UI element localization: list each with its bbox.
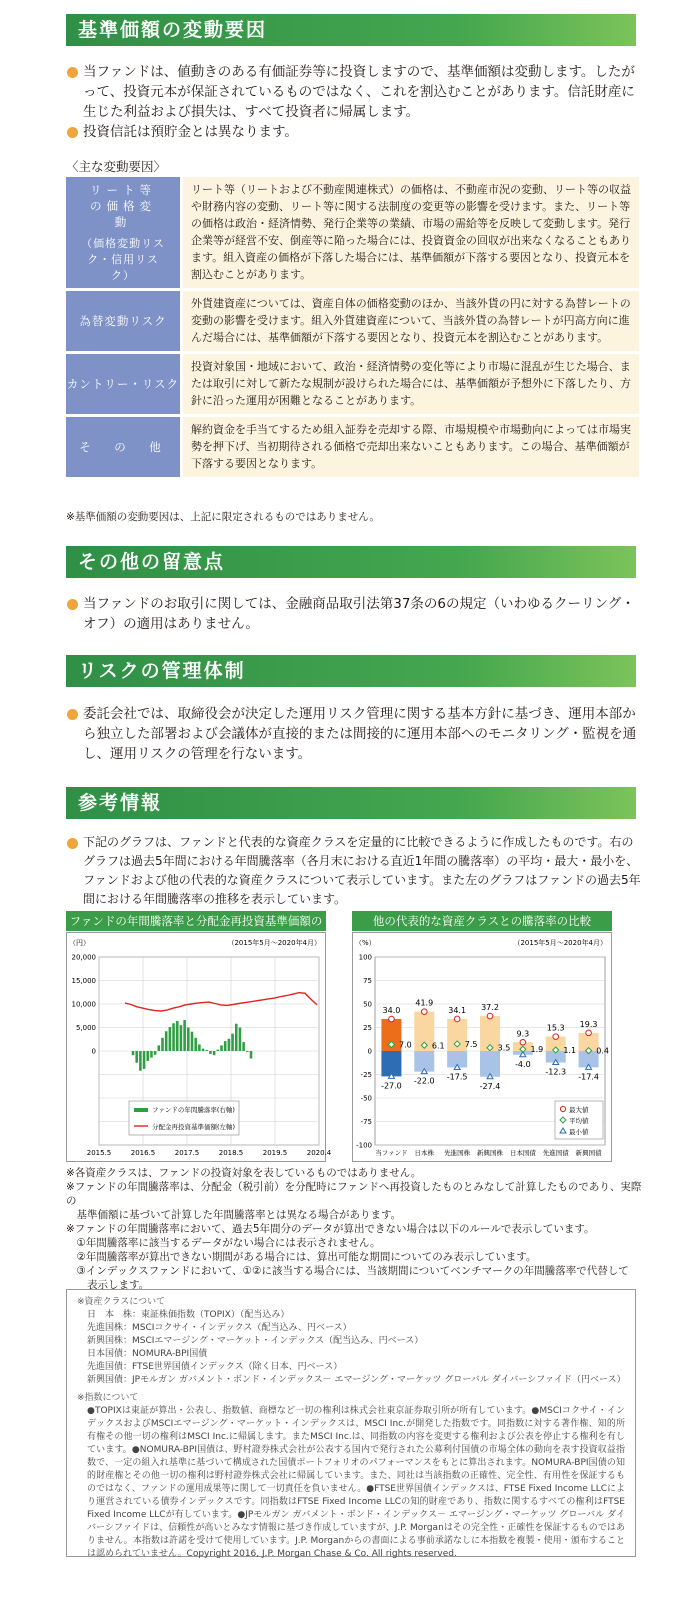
x-tick-label: 2016.5 [130,1149,156,1157]
return-bar [213,1051,216,1055]
factor-row [66,177,639,288]
y-tick-label: -100 [356,1141,372,1150]
bullet-item: 委託会社では、取締役会が決定した運用リスク管理に関する基本方針に基づき、運用本部から独立した部署および会議体が直接的または間接的に運用本部へのモニタリング・監視を通し、運用リスクの管理を行ないます。 [66,704,641,764]
y-tick-label: 0 [91,1047,96,1056]
max-value-label: 9.3 [516,1029,530,1039]
legend-label: 最小値 [569,1128,589,1136]
y-tick-label: 5,000 [75,1024,96,1032]
note-line: 基準価額に基づいて計算した年間騰落率とは異なる場合があります。 [66,1209,402,1221]
legend-label: 平均値 [569,1117,589,1125]
factor-name: そ の 他 [66,417,180,477]
chart-period: （2015年5月～2020年4月） [227,939,321,947]
category-label: 日本株 [414,1149,435,1157]
factor-description: リート等（リートおよび不動産関連株式）の価格は、不動産市況の変動、リート等の収益や財務内容の変動、リート等に関する法制度の変更等の影響を受けます。また、リート等の価格は政治・経済情勢、発行企業等の業績、市場の需給等を反映して変動します。発行企業等が経営不安、倒産等に陥った場合には、投資資金の回収が出来なくなることもあります。組入資産の価格が下落した場合には、基準価額が下落する要因となり、投資元本を割込むことがあります。 [183,177,639,288]
return-bar [161,1038,164,1051]
category-label: 日本国債 [509,1149,536,1157]
fluctuation-bullets [66,62,641,142]
return-bar [143,1051,146,1069]
asset-class-line: 新興国株：MSCIエマージング・マーケット・インデックス（配当込み、円ベース） [87,1336,424,1346]
factor-description: 投資対象国・地域において、政治・経済情勢の変化等により市場に混乱が生じた場合、または取引に対して新たな規制が設けられた場合には、基準価額が予想外に下落したり、方針に沿った運用が困難となることがあります。 [183,354,639,414]
return-bar [224,1041,227,1051]
note-line: ※ファンドの年間騰落率において、過去5年間分のデータが算出できない場合は以下のルールで表示しています。 [66,1223,595,1235]
x-tick-label: 2020.4 [306,1149,332,1157]
x-tick-label: 2018.5 [218,1149,244,1157]
disclaimer-heading: ※資産クラスについて [77,1297,166,1307]
return-bar [187,1028,190,1052]
category-label: 新興国株 [477,1149,503,1157]
legend-label: ファンドの年間騰落率(右軸) [152,1106,235,1114]
return-bar [165,1031,168,1051]
right-chart [353,933,611,1161]
right-chart-panel [352,932,612,1162]
return-bar [205,1050,208,1051]
return-bar [250,1051,253,1059]
return-bar [183,1020,186,1051]
max-marker [421,1009,427,1015]
factor-row [66,417,639,477]
factor-row [66,354,639,414]
category-label: 先進国債 [542,1149,569,1157]
min-value-label: -27.4 [479,1081,501,1091]
min-value-label: -4.0 [515,1059,531,1069]
x-tick-label: 2019.5 [262,1149,288,1157]
return-bar [194,1038,197,1051]
y-tick-label: 75 [363,977,372,985]
index-disclaimer-text: ●TOPIXは東証が算出・公表し、指数値、商標など一切の権利は株式会社東京証券取引所が所有しています。●MSCIコクサイ・インデックスおよびMSCIエマージング・マーケット・インデックスは、MSCI Inc.が開発した指数です。同指数に対する著作権、知的所有権その他一切の権利はMSCI Inc.に帰属します。またMSCI Inc.は、同指数の内容を変更する権利および公表を停止する権利を有しています。●NOMURA-BPI国債は、野村證券株式会社が公表する国内で発行された公募利付国債の市場全体の動向を表す投資収益指数で、一定の組入れ基準に基づいて構成された国債ポートフォリオのパフォーマンスをもとに算出されます。NOMURA-BPI国債の知的財産権とその他一切の権利は野村證券株式会社に帰属しています。また、同社は当該指数の正確性、完全性、有用性を保証するものではなく、ファンドの運用成果等に関して一切責任を負いません。●FTSE世界国債インデックスは、FTSE Fixed Income LLCにより運営されている債券インデックスです。同指数はFTSE Fixed Income LLCの知的財産であり、指数に関するすべての権利はFTSE Fixed Income LLCが有しています。●JPモルガン ガバメント・ボンド・インデックス－ エマージング・マーケッツ グローバル ダイバーシファイドは、信頼性が高いとみなす情報に基づき作成していますが、J.P. Morganはその完全性・正確性を保証するものではありません。本指数は許諾を受けて使用しています。J.P. Morganからの書面による事前承諾なしに本指数を複製・使用・頒布することは認められていません。Copyright 2016, J.P. Morgan Chase & Co. All rights reserved. [87,1406,625,1559]
x-tick-label: 2017.5 [174,1149,200,1157]
min-value-label: -12.3 [545,1067,567,1077]
disclaimer-heading: ※指数について [77,1393,139,1403]
min-value-label: -22.0 [413,1076,435,1086]
chart-notes [66,1166,646,1292]
max-value-label: 34.0 [382,1006,401,1016]
left-axis-unit: （%） [355,939,376,947]
max-value-label: 19.3 [579,1019,598,1029]
asset-class-line: 日本国債：NOMURA-BPI国債 [87,1349,208,1359]
return-bar [228,1039,231,1051]
chart-period: （2015年5月～2020年4月） [513,939,607,947]
avg-value-label: 3.5 [497,1043,511,1053]
y-tick-label: 25 [363,1024,372,1032]
factor-name: 為替変動リスク [66,291,180,351]
return-bar [209,1051,212,1054]
bullet-item: 投資信託は預貯金とは異なります。 [66,122,641,142]
return-bar [158,1045,161,1051]
left-chart [67,933,332,1161]
y-tick-label: -75 [360,1118,372,1126]
return-bar [180,1025,183,1051]
y-tick-label: -50 [360,1094,372,1103]
return-bar [132,1051,135,1055]
legend-max-marker [560,1106,565,1111]
avg-value-label: 1.1 [563,1045,577,1055]
return-bar [135,1051,138,1063]
nav-line [125,993,317,1011]
return-bar [172,1023,175,1051]
category-label: 当ファンド [375,1149,408,1157]
return-bar [239,1028,242,1052]
legend-swatch-bar [134,1108,148,1112]
return-bar [169,1027,172,1051]
avg-value-label: 0.4 [596,1046,609,1056]
return-bar [246,1051,249,1052]
note-line: ③インデックスファンドにおいて、①②に該当する場合には、当該期間についてベンチマークの年間騰落率で代替して [66,1265,629,1277]
bullet-item: 下記のグラフは、ファンドと代表的な資産クラスを定量的に比較できるように作成したものです。右のグラフは過去5年間における年間騰落率（各月末における直近1年間の騰落率）の平均・最大・最小を、ファンドおよび他の代表的な資産クラスについて表示しています。また左のグラフはファンドの過去5年間における年間騰落率の推移を表示しています。 [66,833,641,909]
return-bar [220,1045,223,1051]
left-chart-title: ファンドの年間騰落率と分配金再投資基準価額の [66,911,326,931]
max-marker [520,1039,526,1045]
factor-description: 解約資金を手当てするため組入証券を売却する際、市場規模や市場動向によっては市場実勢を押下げ、当初期待される価格で売却出来ないこともあります。この場合、基準価額が下落する要因となります。 [183,417,639,477]
avg-value-label: 6.1 [431,1041,445,1051]
min-value-label: -17.4 [578,1072,599,1082]
factor-name: カントリー・リスク [66,354,180,414]
max-marker [553,1034,559,1040]
asset-class-line: 先進国債：FTSE世界国債インデックス（除く日本、円ベース） [87,1362,343,1372]
avg-value-label: 1.9 [530,1045,544,1055]
max-value-label: 15.3 [546,1023,565,1033]
return-bar [231,1034,234,1051]
max-value-label: 37.2 [481,1003,499,1013]
factors-label: 〈主な変動要因〉 [66,159,167,174]
y-tick-label: 0 [367,1047,372,1056]
y-tick-label: 10,000 [71,1000,96,1009]
max-marker [487,1013,493,1019]
max-marker [389,1016,395,1022]
section-heading-risk-management: リスクの管理体制 [66,655,636,687]
legend-label: 分配金再投資基準価額(左軸) [152,1123,236,1131]
bullet-item: 当ファンドは、値動きのある有価証券等に投資しますので、基準価額は変動します。したがって、投資元本が保証されているものではなく、これを割込むことがあります。信託財産に生じた利益および損失は、すべて投資者に帰属します。 [66,62,641,122]
bullet-item: 当ファンドのお取引に関しては、金融商品取引法第37条の6の規定（いわゆるクーリング・オフ）の適用はありません。 [66,594,641,634]
factor-description: 外貨建資産については、資産自体の価格変動のほか、当該外貨の円に対する為替レートの変動の影響を受けます。組入外貨建資産について、当該外貨の為替レートが円高方向に進んだ場合には、基準価額が下落する要因となり、投資元本を割込むことがあります。 [183,291,639,351]
risk-management-bullets [66,704,641,764]
factor-name-sub: （価格変動リスク・信用リスク） [81,236,165,282]
max-marker [454,1016,460,1022]
x-tick-label: 2015.5 [86,1149,112,1157]
avg-value-label: 7.5 [464,1039,478,1049]
asset-class-line: 新興国債：JPモルガン ガバメント・ボンド・インデックス－ エマージング・マーケッツ グローバル ダイバーシファイド（円ベース） [87,1375,626,1385]
reference-bullets [66,833,641,909]
note-line: ※ファンドの年間騰落率は、分配金（税引前）を分配時にファンドへ再投資したものとみなして計算したものであり、実際の [66,1181,642,1207]
factor-name [66,177,180,288]
note-line: ①年間騰落率に該当するデータがない場合には表示されません。 [66,1237,381,1249]
risk-factor-table [66,177,639,480]
max-value-label: 41.9 [415,998,434,1008]
y-tick-label: 20,000 [71,953,96,962]
y-tick-label: 15,000 [71,977,96,985]
category-label: 先進国株 [444,1149,471,1157]
return-bar [176,1021,179,1051]
disclaimer-box [66,1289,636,1557]
return-bar [198,1044,201,1051]
factor-row [66,291,639,351]
fluctuation-note: ※基準価額の変動要因は、上記に限定されるものではありません。 [66,511,380,523]
min-value-label: -17.5 [446,1072,468,1082]
y-tick-label: 50 [363,1000,372,1009]
max-marker [586,1030,592,1036]
return-bar [242,1042,245,1051]
note-line: 表示します。 [66,1279,150,1291]
return-bar [217,1050,220,1051]
other-notes-bullets [66,594,641,634]
note-line: ※各資産クラスは、ファンドの投資対象を表しているものではありません。 [66,1167,422,1179]
left-chart-panel [66,932,332,1162]
return-bar [154,1051,157,1055]
return-bar [146,1051,149,1061]
asset-class-line: 先進国株：MSCIコクサイ・インデックス（配当込み、円ベース） [87,1323,352,1333]
y-tick-label: 100 [358,953,372,962]
max-value-label: 34.1 [448,1005,467,1015]
return-bar [191,1032,194,1051]
section-heading-reference: 参考情報 [66,787,636,819]
avg-value-label: 7.0 [399,1040,412,1050]
left-axis-unit: （円） [69,939,90,947]
min-value-label: -27.0 [381,1081,402,1091]
factor-name-main: リート等の価格変動 [90,182,156,229]
return-bar [202,1049,205,1051]
return-bar [150,1051,153,1058]
y-tick-label: -25 [360,1071,372,1079]
asset-class-line: 日 本 株：東証株価指数（TOPIX）（配当込み） [87,1310,290,1320]
return-bar [235,1024,238,1051]
right-chart-title: 他の代表的な資産クラスとの騰落率の比較 [352,911,612,931]
note-line: ②年間騰落率が算出できない期間がある場合には、算出可能な期間についてのみ表示しています。 [66,1251,537,1263]
section-heading-fluctuation: 基準価額の変動要因 [66,14,636,46]
return-bar [139,1051,142,1071]
section-heading-other-notes: その他の留意点 [66,546,636,578]
legend-label: 最大値 [569,1106,589,1114]
category-label: 新興国債 [575,1149,602,1157]
